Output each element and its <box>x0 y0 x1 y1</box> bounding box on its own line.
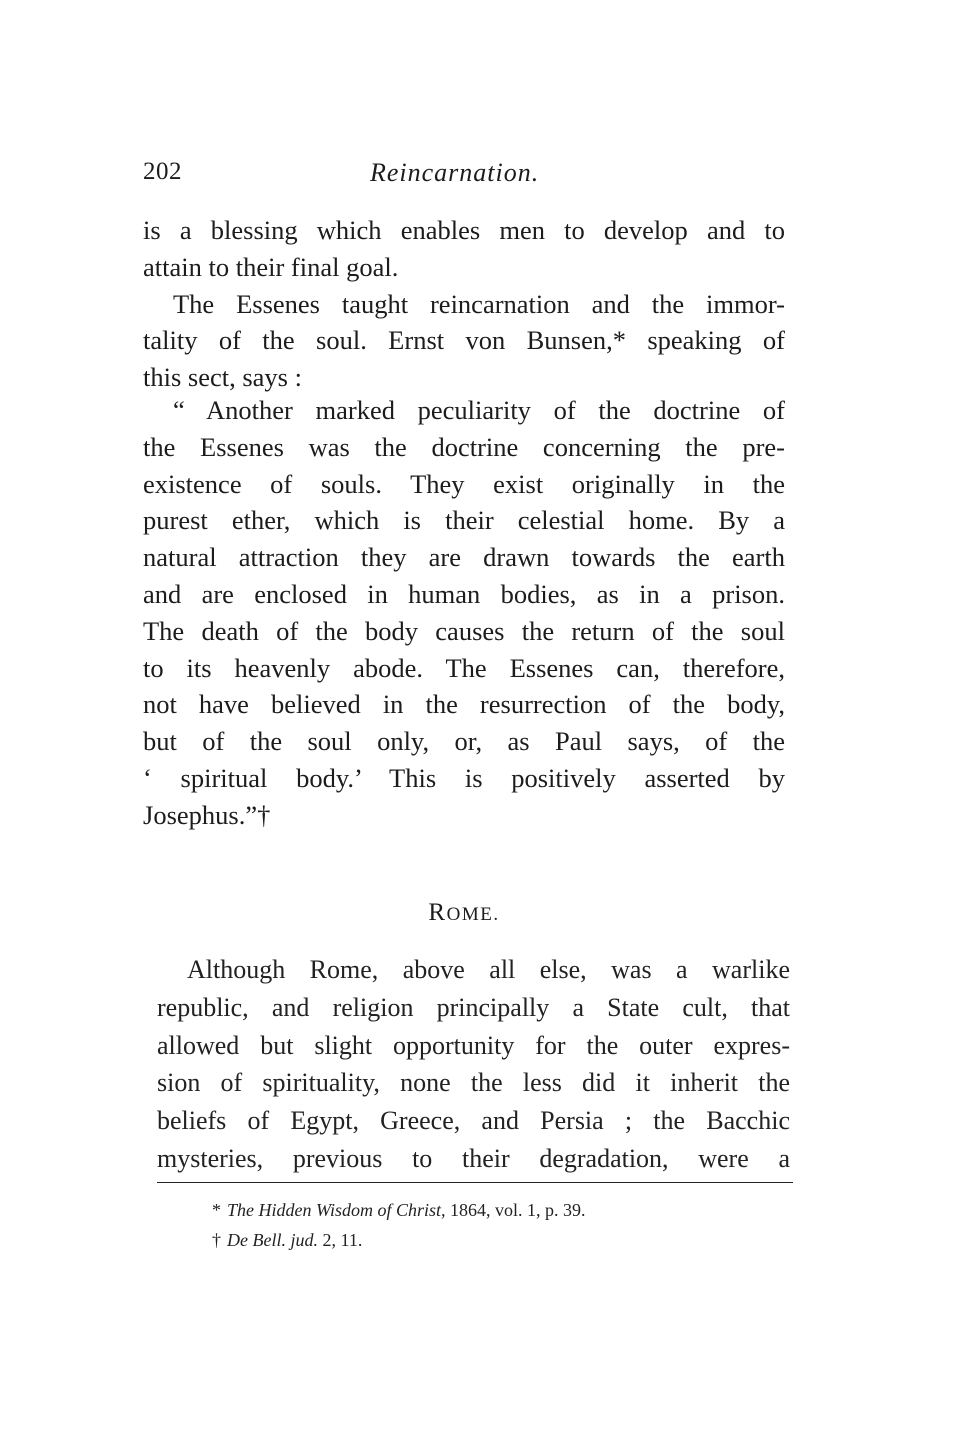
text-line: sion of spirituality, none the less did it inherit the <box>157 1068 790 1098</box>
text-line: the Essenes was the doctrine concerning the pre- <box>143 431 785 462</box>
running-title: Reincarnation. <box>370 158 540 187</box>
heading-small-caps: OME. <box>446 904 500 925</box>
text-line: Although Rome, above all else, was a warlike <box>187 955 790 984</box>
running-head <box>143 158 783 194</box>
text-line: and are enclosed in human bodies, as in a prison. <box>143 578 785 609</box>
text-line: natural attraction they are drawn towards the earth <box>143 542 785 573</box>
footnote-mark: * <box>212 1200 221 1220</box>
text-line: but of the soul only, or, as Paul says, of the <box>143 726 785 757</box>
footnote-mark: † <box>212 1230 221 1250</box>
text-line: The Essenes taught reincarnation and the immor- <box>173 288 785 319</box>
text-line: mysteries, previous to their degradation, were a <box>157 1143 790 1173</box>
section-heading-rome <box>143 895 785 933</box>
text-line: attain to their final goal. <box>143 251 399 282</box>
page-number: 202 <box>143 158 182 185</box>
text-line: existence of souls. They exist originally in the <box>143 468 785 499</box>
footnote-hidden-wisdom <box>212 1195 586 1225</box>
text-line: Josephus.”† <box>143 799 271 830</box>
text-line: is a blessing which enables men to develop and to <box>143 215 785 245</box>
footnote-divider <box>157 1182 793 1183</box>
text-line: republic, and religion principally a State cult, that <box>157 992 790 1022</box>
footnote-de-bell-jud <box>212 1225 586 1255</box>
footnote-title: The Hidden Wisdom of Christ, <box>227 1200 446 1220</box>
paragraph-bunsen-quote <box>143 392 785 834</box>
text-line: to its heavenly abode. The Essenes can, therefore, <box>143 652 785 683</box>
footnote-citation: 1864, vol. 1, p. 39. <box>445 1200 586 1220</box>
text-line: The death of the body causes the return of the soul <box>143 615 785 646</box>
text-line: purest ether, which is their celestial home. By a <box>143 505 785 536</box>
text-line: not have believed in the resurrection of the body, <box>143 689 785 720</box>
text-line: ‘ spiritual body.’ This is positively asserted by <box>143 762 785 793</box>
text-line: tality of the soul. Ernst von Bunsen,* speaking of <box>143 325 785 356</box>
footnote-title: De Bell. jud. <box>227 1230 318 1250</box>
paragraph-rome <box>157 951 790 1178</box>
text-line: this sect, says : <box>143 362 302 393</box>
footnote-citation: 2, 11. <box>317 1230 363 1250</box>
text-line: beliefs of Egypt, Greece, and Persia ; the Bacchic <box>157 1106 790 1136</box>
footnotes <box>212 1195 586 1255</box>
text-line: “ Another marked peculiarity of the doctrine of <box>173 395 785 425</box>
text-line: allowed but slight opportunity for the outer expres- <box>157 1030 790 1060</box>
heading-initial: R <box>428 899 447 926</box>
paragraph-essenes-intro <box>143 212 785 396</box>
